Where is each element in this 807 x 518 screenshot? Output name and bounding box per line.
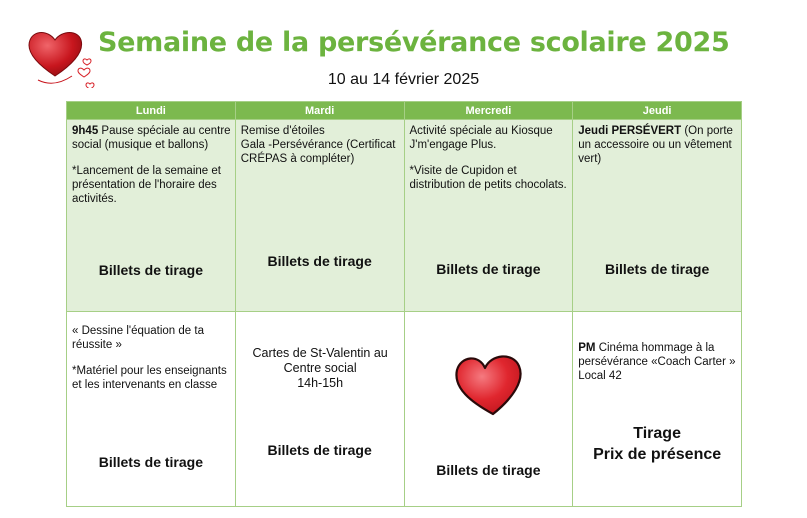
cell-lundi-1 [67,120,236,312]
cell-lundi-2 [67,311,236,506]
activity-note: *Lancement de la semaine et présentation de l'horaire des activités. [72,165,221,205]
ticket-label: Billets de tirage [436,261,541,277]
activity-text: Gala -Persévérance (Certificat CRÉPAS à compléter) [240,139,396,165]
schedule-row [67,120,742,312]
cell-text [578,341,737,383]
day-header-jeudi: Jeudi [573,102,742,120]
ticket-label: Billets de tirage [604,261,710,277]
ticket-label: Billets de tirage [267,253,372,269]
day-header-mercredi: Mercredi [404,102,573,120]
tirage-text: Tirage [633,424,681,442]
red-heart-icon [449,350,527,420]
ticket-label: Billets de tirage [267,441,372,458]
page-title: Semaine de la persévérance scolaire 2025 [98,27,730,58]
day-header-row [67,102,742,120]
cell-jeudi-1 [573,120,742,312]
activity-text: (On porte un accessoire ou un vêtement vert) [578,125,733,165]
activity-text: Pause spéciale au centre social (musique et ballons) [72,125,231,151]
cell-jeudi-2 [573,311,742,506]
schedule-row [67,311,742,506]
page-dates: 10 au 14 février 2025 [327,71,480,88]
ticket-label: Billets de tirage [98,453,203,470]
activity-note: *Matériel pour les enseignants et les intervenants en classe [72,364,227,391]
cell-mercredi-2 [404,311,573,506]
activity-text: Cinéma hommage à la persévérance «Coach Carter » Local 42 [578,341,736,382]
activity-text [241,346,400,391]
time-label: PM [578,341,596,354]
cell-text [578,124,737,166]
draw-label [573,423,741,465]
activity-text: Remise d'étoiles [240,125,325,137]
activity-note: *Visite de Cupidon et distribution de petits chocolats. [409,165,567,191]
cell-mardi-1 [235,120,404,312]
activity-time: 14h-15h [297,375,344,390]
prize-text: Prix de présence [593,445,722,463]
day-header-mardi: Mardi [235,102,404,120]
activity-text: « Dessine l'équation de ta réussite » [72,324,204,351]
activity-line: Cartes de St-Valentin au Centre social [252,345,388,375]
cell-mercredi-1 [404,120,573,312]
cell-text [72,124,231,152]
day-header-lundi: Lundi [67,102,236,120]
ticket-label: Billets de tirage [436,461,541,478]
ticket-label: Billets de tirage [98,262,203,278]
weekly-schedule-table [66,101,742,507]
time-label: 9h45 [72,125,99,137]
activity-text: Activité spéciale au Kiosque J'm'engage Plus. [409,125,553,151]
cell-mardi-2 [235,311,404,506]
activity-title: Jeudi PERSÉVERT [578,125,682,137]
